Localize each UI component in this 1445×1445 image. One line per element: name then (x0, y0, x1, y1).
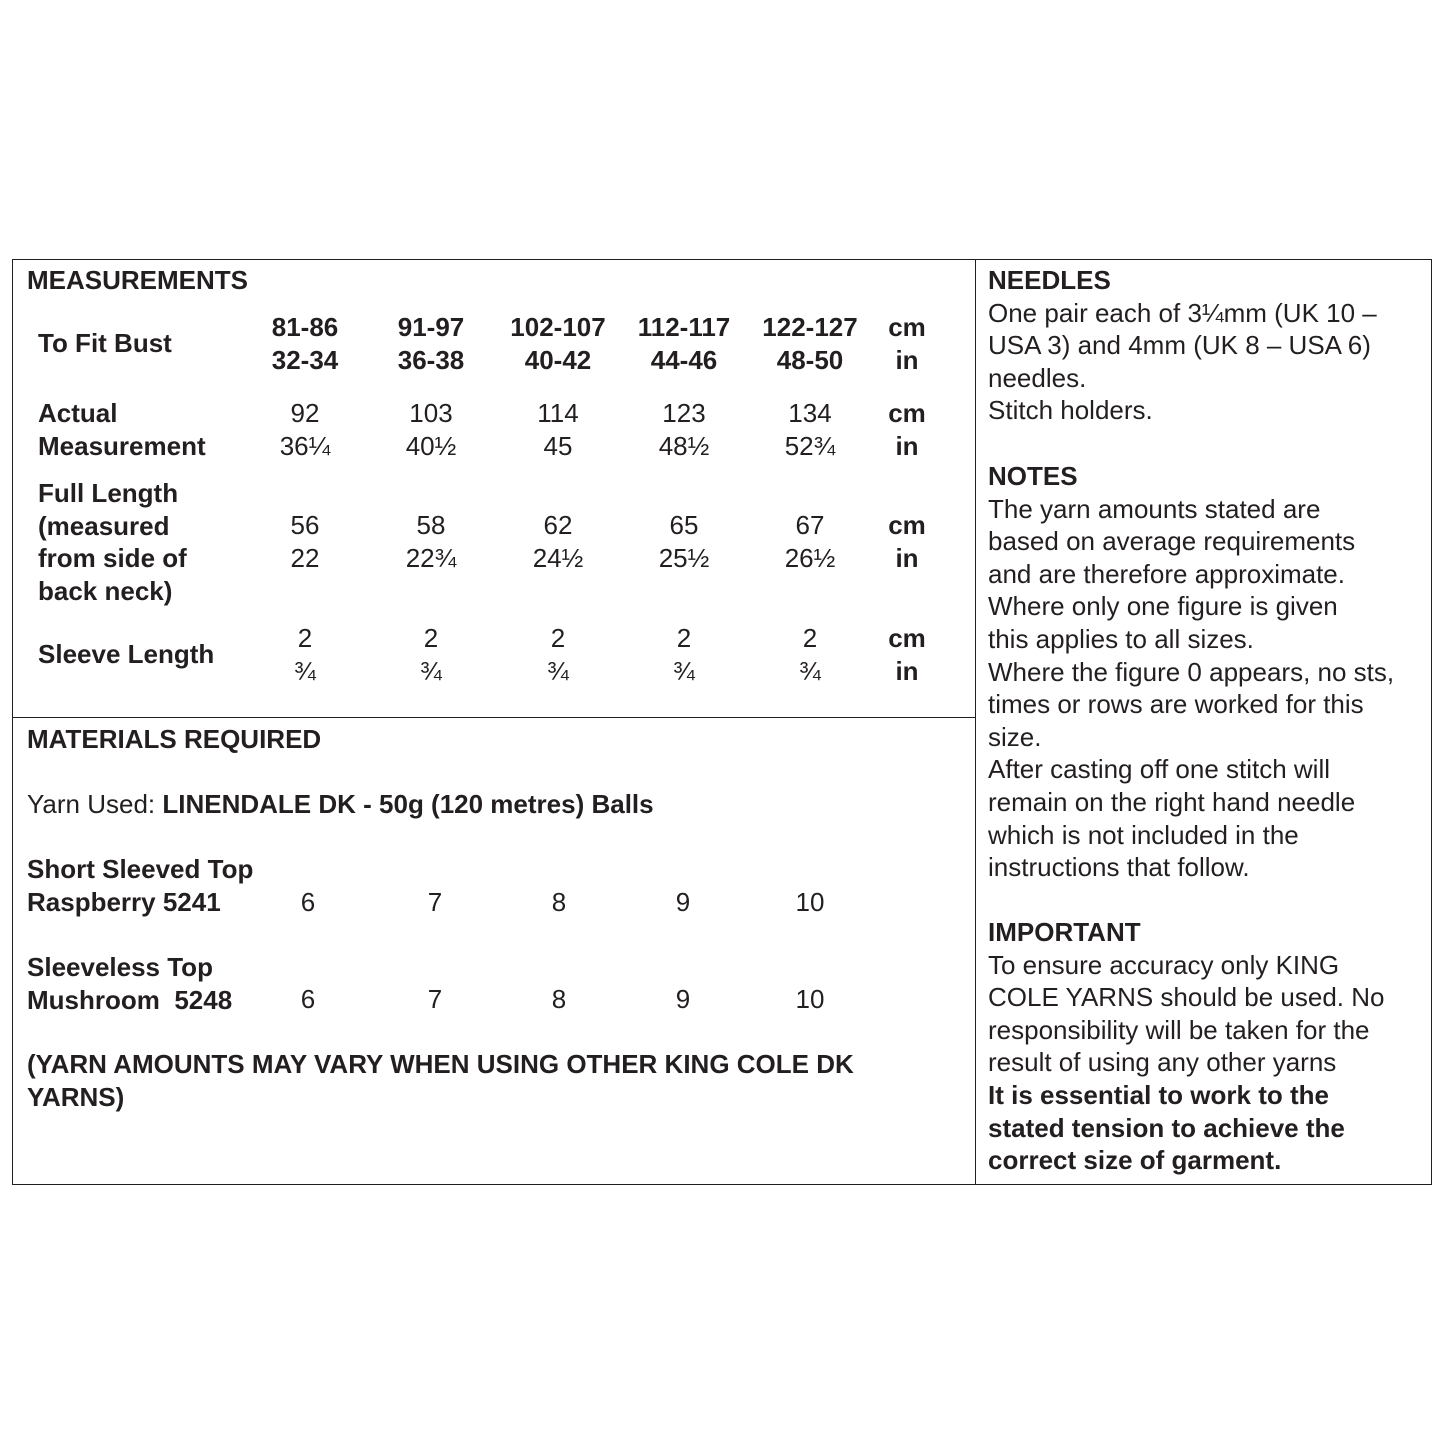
text-line: Where the figure 0 appears, no sts, (988, 656, 1395, 687)
yarn-amount: 8 (551, 887, 567, 917)
unit-cm: cm (888, 398, 926, 428)
important-heading: IMPORTANT (988, 917, 1141, 947)
text-line: and are therefore approximate. (988, 558, 1345, 589)
unit-in: in (895, 430, 919, 461)
value-cm: 103 (409, 398, 453, 428)
value-cell (371, 622, 491, 687)
unit-cell (847, 397, 967, 462)
yarn-name: LINENDALE DK - 50g (120 metres) Balls (162, 789, 654, 819)
size-cm: 91-97 (397, 312, 465, 342)
value-cm: 134 (788, 398, 832, 428)
section-divider (12, 717, 976, 718)
size-header (624, 311, 744, 376)
row-label-to-fit-bust: To Fit Bust (38, 328, 172, 358)
text-line: The yarn amounts stated are (988, 493, 1321, 524)
value-cm: 2 (802, 623, 818, 653)
measurements-heading: MEASUREMENTS (27, 265, 249, 295)
size-cm: 102-107 (510, 312, 606, 342)
value-cm: 65 (669, 510, 699, 540)
value-cell (624, 622, 744, 687)
text-line: this applies to all sizes. (988, 623, 1254, 654)
unit-header (847, 311, 967, 376)
important-section (988, 916, 1428, 1177)
size-header (371, 311, 491, 376)
bold-text-line: It is essential to work to the (988, 1079, 1329, 1110)
note-line: YARNS) (27, 1081, 125, 1112)
value-cell (245, 622, 365, 687)
size-in: 40-42 (524, 344, 592, 375)
size-in: 48-50 (776, 344, 844, 375)
text-line: One pair each of 3¼mm (UK 10 – (988, 297, 1377, 328)
unit-in: in (895, 655, 919, 686)
unit-cm: cm (888, 510, 926, 540)
text-line: After casting off one stitch will (988, 754, 1331, 785)
item-name: Sleeveless Top (27, 952, 213, 982)
unit-cm: cm (888, 623, 926, 653)
row-label-full-length (38, 477, 187, 607)
value-cell (371, 397, 491, 462)
value-cm: 58 (416, 510, 446, 540)
value-cell (498, 397, 618, 462)
value-in: ¾ (547, 655, 569, 686)
value-in: 22¾ (405, 542, 457, 573)
label-line: Full Length (38, 478, 179, 508)
value-in: 45 (543, 430, 573, 461)
label-line: Actual (38, 398, 118, 428)
yarn-amount: 6 (300, 984, 316, 1014)
bold-text-line: stated tension to achieve the (988, 1112, 1345, 1143)
value-in: 25½ (658, 542, 710, 573)
text-line: based on average requirements (988, 526, 1356, 557)
text-line: size. (988, 721, 1042, 752)
value-in: 22 (290, 542, 320, 573)
unit-in: in (895, 542, 919, 573)
size-in: 36-38 (397, 344, 465, 375)
value-cm: 2 (423, 623, 439, 653)
unit-cm: cm (888, 312, 926, 342)
notes-heading: NOTES (988, 461, 1078, 491)
row-label-actual-measurement (38, 397, 206, 462)
value-cell (371, 509, 491, 574)
text-line: USA 3) and 4mm (UK 8 – USA 6) (988, 330, 1371, 361)
row-label-sleeve-length: Sleeve Length (38, 639, 215, 669)
note-line: (YARN AMOUNTS MAY VARY WHEN USING OTHER KING COLE DK (27, 1049, 854, 1079)
unit-cell (847, 622, 967, 687)
text-line: Stitch holders. (988, 395, 1153, 426)
material-item-label (27, 951, 232, 1016)
value-cell (498, 622, 618, 687)
unit-cell (847, 509, 967, 574)
item-colour: Mushroom 5248 (27, 984, 233, 1015)
text-line: remain on the right hand needle (988, 786, 1356, 817)
text-line: times or rows are worked for this (988, 689, 1364, 720)
value-in: ¾ (420, 655, 442, 686)
value-cm: 92 (290, 398, 320, 428)
yarn-amount: 6 (300, 887, 316, 917)
yarn-amount: 9 (675, 984, 691, 1014)
text-line: Where only one figure is given (988, 591, 1338, 622)
needles-section (988, 264, 1428, 427)
size-cm: 112-117 (637, 312, 731, 342)
value-in: 40½ (405, 430, 457, 461)
value-cm: 2 (550, 623, 566, 653)
yarn-amount: 7 (427, 887, 443, 917)
size-header (498, 311, 618, 376)
yarn-used-prefix: Yarn Used: (27, 789, 163, 819)
label-line: back neck) (38, 575, 173, 606)
yarn-used-line (27, 788, 654, 821)
yarn-amount: 8 (551, 984, 567, 1014)
yarn-amount: 10 (795, 984, 825, 1014)
value-in: 52¾ (784, 430, 836, 461)
value-in: ¾ (799, 655, 821, 686)
value-cm: 56 (290, 510, 320, 540)
material-item-label (27, 853, 253, 918)
item-name: Short Sleeved Top (27, 854, 254, 884)
yarn-amount: 7 (427, 984, 443, 1014)
size-cm: 122-127 (762, 312, 858, 342)
value-cell (245, 397, 365, 462)
text-line: needles. (988, 362, 1087, 393)
yarn-amounts-note (27, 1048, 854, 1113)
yarn-amount: 10 (795, 887, 825, 917)
value-cell (624, 397, 744, 462)
text-line: instructions that follow. (988, 852, 1250, 883)
value-cell (624, 509, 744, 574)
value-in: 24½ (532, 542, 584, 573)
label-line: from side of (38, 543, 187, 573)
materials-heading: MATERIALS REQUIRED (27, 724, 322, 754)
needles-heading: NEEDLES (988, 265, 1111, 295)
item-colour: Raspberry 5241 (27, 886, 221, 917)
value-cm: 67 (795, 510, 825, 540)
value-cm: 62 (543, 510, 573, 540)
value-in: 26½ (784, 542, 836, 573)
label-line: (measured (38, 510, 170, 541)
notes-section (988, 460, 1428, 884)
value-cm: 123 (662, 398, 706, 428)
bold-text-line: correct size of garment. (988, 1145, 1282, 1176)
value-in: ¾ (673, 655, 695, 686)
size-header (245, 311, 365, 376)
value-cell (498, 509, 618, 574)
text-line: which is not included in the (988, 819, 1299, 850)
size-in: 32-34 (271, 344, 339, 375)
value-in: 48½ (658, 430, 710, 461)
size-cm: 81-86 (271, 312, 339, 342)
value-cm: 2 (297, 623, 313, 653)
size-in: 44-46 (650, 344, 718, 375)
value-cm: 114 (537, 398, 579, 428)
text-line: responsibility will be taken for the (988, 1014, 1370, 1045)
value-in: ¾ (294, 655, 316, 686)
unit-in: in (895, 344, 919, 375)
value-in: 36¼ (279, 430, 331, 461)
value-cell (245, 509, 365, 574)
text-line: COLE YARNS should be used. No (988, 982, 1385, 1013)
value-cm: 2 (676, 623, 692, 653)
text-line: To ensure accuracy only KING (988, 949, 1340, 980)
column-divider (975, 259, 976, 1185)
yarn-amount: 9 (675, 887, 691, 917)
label-line: Measurement (38, 430, 206, 461)
text-line: result of using any other yarns (988, 1047, 1337, 1078)
